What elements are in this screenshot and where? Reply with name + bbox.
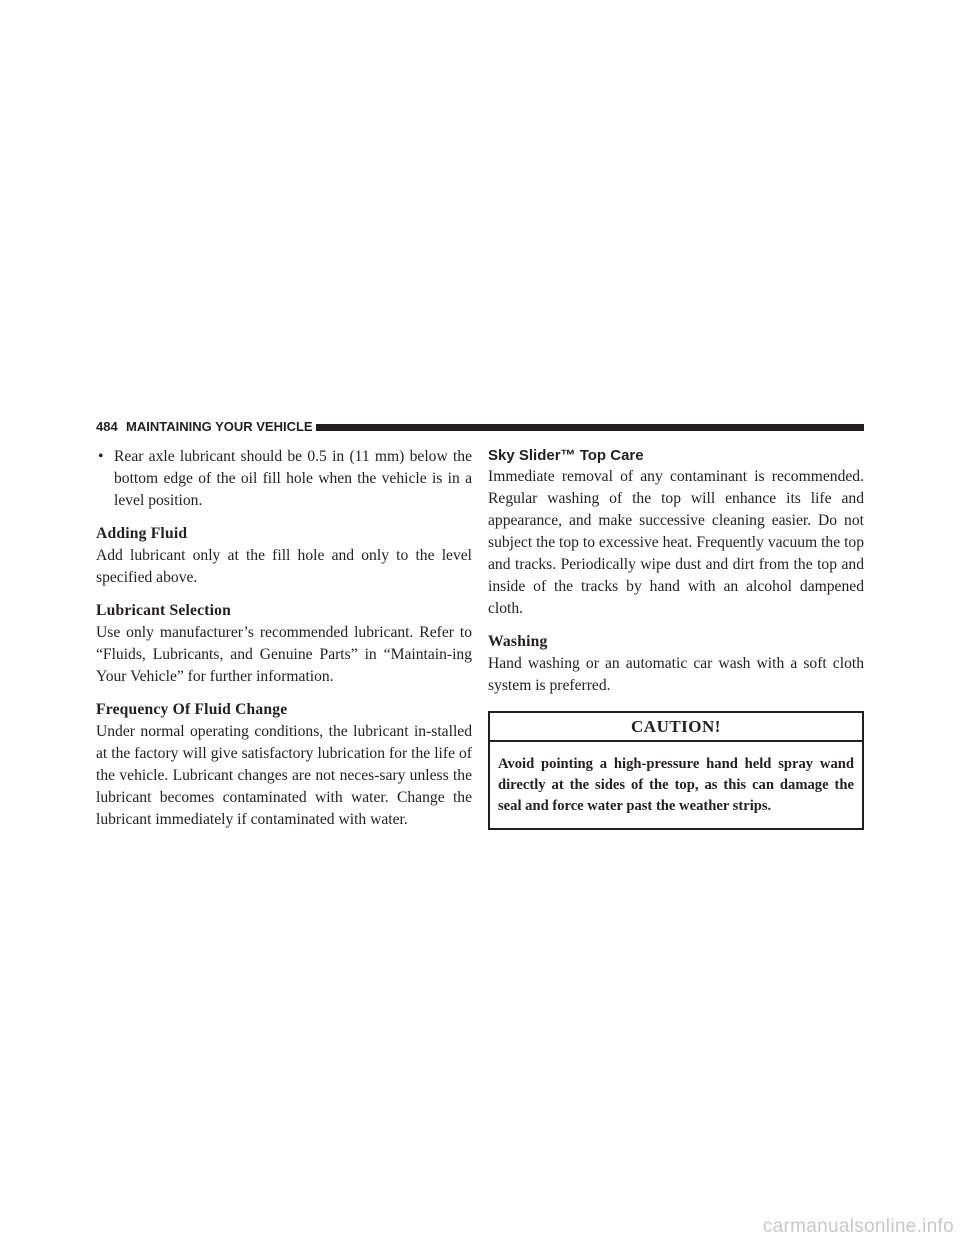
caution-box <box>488 711 864 830</box>
bullet-text: Rear axle lubricant should be 0.5 in (11 mm) below the bottom edge of the oil fill hole when the vehicle is in a level position. <box>114 448 472 509</box>
frequency-heading: Frequency Of Fluid Change <box>96 701 288 718</box>
adding-fluid-heading: Adding Fluid <box>96 525 188 542</box>
caution-body: Avoid pointing a high-pressure hand held spray wand directly at the sides of the top, as this can damage the seal and force water past the weather strips. <box>498 756 854 814</box>
section-title: MAINTAINING YOUR VEHICLE <box>126 419 313 434</box>
sky-slider-body: Immediate removal of any contaminant is recommended. Regular washing of the top will enhance its life and appearance, and make successive cleaning easier. Do not subject the top to excessive heat. Frequently vacuum the top and tracks. Periodically wipe dust and dirt from the top and inside of the tracks by hand with an alcohol dampened cloth. <box>488 468 864 617</box>
watermark: carmanualsonline.info <box>762 1216 954 1237</box>
adding-fluid-body: Add lubricant only at the fill hole and only to the level specified above. <box>96 547 472 586</box>
lubricant-selection-body: Use only manufacturer’s recommended lubricant. Refer to “Fluids, Lubricants, and Genuine Parts” in “Maintain-ing Your Vehicle” for further information. <box>96 624 472 685</box>
bullet-item <box>96 446 472 512</box>
washing-body: Hand washing or an automatic car wash with a soft cloth system is preferred. <box>488 655 864 694</box>
sky-slider-heading: Sky Slider™ Top Care <box>488 447 644 464</box>
frequency-body: Under normal operating conditions, the lubricant in-stalled at the factory will give satisfactory lubrication for the life of the vehicle. Lubricant changes are not neces-sary unless the lubricant becomes contaminated with water. Change the lubricant immediately if contaminated with water. <box>96 723 472 828</box>
caution-title: CAUTION! <box>490 713 862 742</box>
bullet-symbol: • <box>98 448 104 465</box>
lubricant-selection-heading: Lubricant Selection <box>96 602 232 619</box>
page-header <box>96 419 864 435</box>
washing-heading: Washing <box>488 633 548 650</box>
left-column <box>96 446 472 831</box>
page-number: 484 <box>96 419 118 434</box>
header-rule <box>316 424 864 431</box>
right-column <box>488 446 864 830</box>
